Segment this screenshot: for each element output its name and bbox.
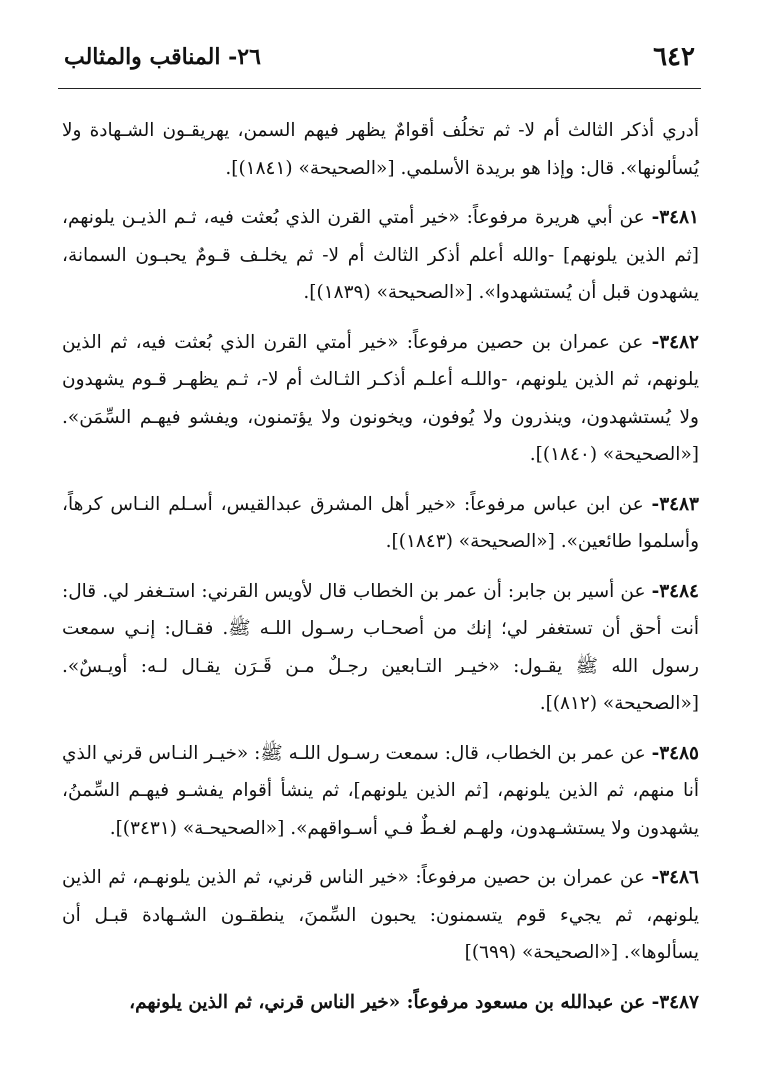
- hadith-text: عن ابن عباس مرفوعاً: «خير أهل المشرق عبدالقيس، أسـلم النـاس كرهاً، وأسلموا طائعين». [«الصحيحة» (١٨٤٣)].: [62, 493, 699, 552]
- hadith-paragraph: [62, 859, 699, 972]
- hadith-paragraph: [62, 573, 699, 723]
- hadith-number: ٣٤٨٦-: [651, 867, 699, 888]
- hadith-text: عن أبي هريرة مرفوعاً: «خير أمتي القرن الذي بُعثت فيه، ثـم الذيـن يلونهم، [ثم الذين يلونهم] -والله أعلم أذكر الثالث أم لا- ثم يخلـف قـومٌ يحبـون السمانة، يشهدون قبل أن يُستشهدوا». [«الصحيحة» (١٨٣٩)].: [62, 207, 699, 303]
- page-header: [58, 40, 701, 80]
- hadith-paragraph: [62, 112, 699, 187]
- page-body: [62, 112, 699, 1033]
- hadith-number: ٣٤٨٣-: [651, 493, 699, 515]
- hadith-paragraph: [62, 486, 699, 561]
- hadith-text: عن عمر بن الخطاب، قال: سمعت رسـول اللـه ﷺ: «خيـر النـاس قرني الذي أنا منهم، ثم الذين يلونهم، [ثم الذين يلونهم]، ثم ينشأ أقوام يفشـو فيهـم السِّمنُ، يشهدون ولا يستشـهدون، ولهـم لغـطٌ فـي أسـواقهم». [«الصحيحـة» (٣٤٣١)].: [62, 742, 699, 839]
- hadith-number: ٣٤٨١-: [651, 207, 699, 228]
- header-divider: [58, 88, 701, 89]
- hadith-text: أدري أذكر الثالث أم لا- ثم تخلُف أقوامٌ يظهر فيهم السمن، يهريقـون الشـهادة ولا يُسألونها». قال: وإذا هو بريدة الأسلمي. [«الصحيحة» (١٨٤١)].: [62, 120, 699, 179]
- hadith-number: ٣٤٨٧-: [651, 991, 699, 1013]
- chapter-title: ٢٦- المناقب والمثالب: [64, 44, 261, 70]
- hadith-number: ٣٤٨٥-: [651, 742, 699, 764]
- hadith-text: عن عبدالله بن مسعود مرفوعاً: «خير الناس قرني، ثم الذين يلونهم،: [129, 991, 646, 1013]
- hadith-text: عن عمران بن حصين مرفوعاً: «خير أمتي القرن الذي بُعثت فيه، ثم الذين يلونهم، ثم الذين يلونهم، -واللـه أعلـم أذكـر الثـالث أم لا-، ثـم يظهـر قـوم يشهدون ولا يُستشهدون، وينذرون ولا يُوفون، ويخونون ولا يؤتمنون، ويفشو فيهـم السِّمَن». [«الصحيحة» (١٨٤٠)].: [62, 331, 699, 465]
- hadith-text: عن أسير بن جابر: أن عمر بن الخطاب قال لأويس القرني: استـغفر لي. قال: أنت أحق أن تستغفر لي؛ إنك من أصحـاب رسـول اللـه ﷺ. فقـال: إنـي سمعت رسول الله ﷺ يقـول: «خيـر التـابعين رجـلٌ مـن قَـرَن يقـال لـه: أويـسٌ». [«الصحيحة» (٨١٢)].: [62, 580, 699, 714]
- hadith-text: عن عمران بن حصين مرفوعاً: «خير الناس قرني، ثم الذين يلونهـم، ثم الذين يلونهم، ثم يجيء قوم يتسمنون: يحبون السِّمنَ، ينطقـون الشـهادة قبـل أن يسألوها». [«الصحيحة» (٦٩٩)]: [62, 867, 699, 963]
- hadith-paragraph: [62, 199, 699, 312]
- hadith-number: ٣٤٨٤-: [651, 580, 699, 602]
- hadith-paragraph: [62, 735, 699, 848]
- hadith-paragraph: [62, 984, 699, 1022]
- hadith-number: ٣٤٨٢-: [651, 331, 699, 353]
- page-number: ٦٤٢: [653, 42, 695, 72]
- hadith-paragraph: [62, 324, 699, 474]
